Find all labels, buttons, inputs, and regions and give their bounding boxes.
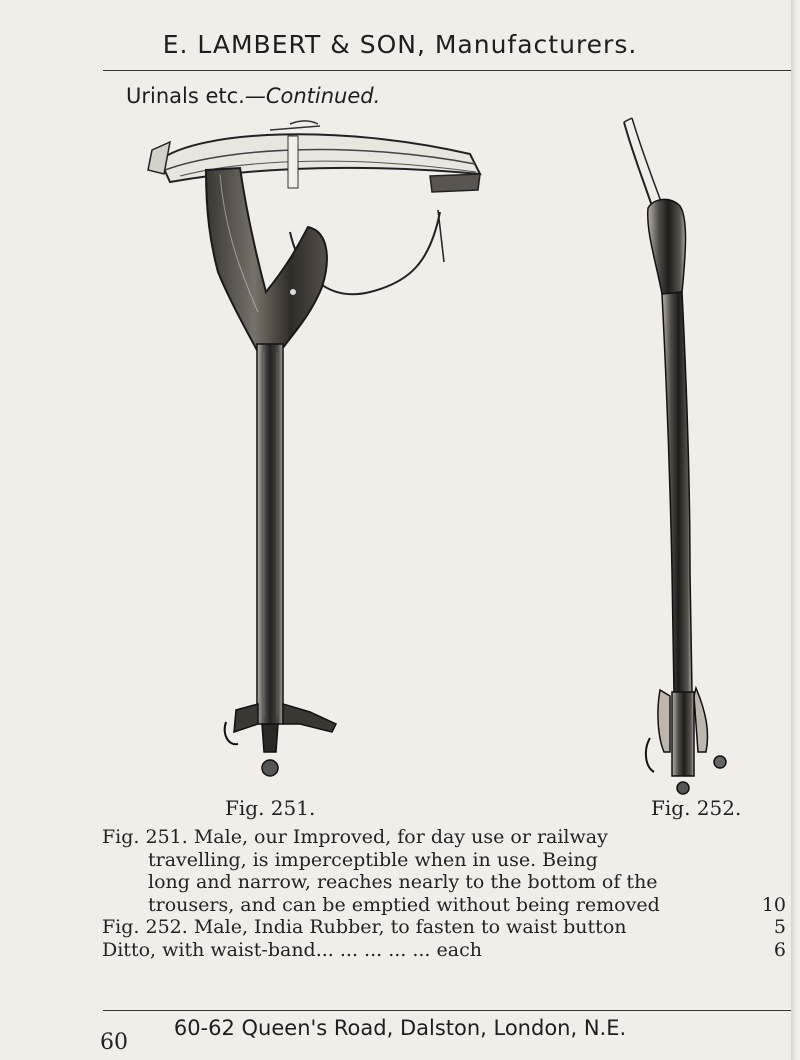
footer-address: 60-62 Queen's Road, Dalston, London, N.E. (173, 1016, 627, 1040)
description-text: trousers, and can be emptied without being removed (148, 893, 660, 916)
footer-rule (103, 1010, 791, 1011)
figure-252-caption: Fig. 252. (651, 796, 742, 820)
description-line (102, 894, 792, 917)
figure-252-illustration (610, 112, 750, 802)
product-description (102, 826, 792, 961)
price: 5 (773, 916, 786, 938)
description-line (102, 826, 792, 849)
description-text: long and narrow, reaches nearly to the bottom of the (148, 871, 658, 893)
description-line (102, 916, 792, 939)
price: 10 (761, 893, 786, 916)
description-text: Fig. 252. Male, India Rubber, to fasten to waist button (102, 916, 627, 938)
price: 6 (773, 938, 786, 961)
page-number: 60 (100, 1030, 128, 1055)
description-line (102, 849, 792, 872)
section-continued: —Continued. (244, 84, 381, 108)
page-edge (791, 0, 800, 1060)
figure-251-illustration (140, 112, 490, 792)
section-name: Urinals etc. (126, 84, 245, 108)
page-header: E. LAMBERT & SON, Manufacturers. (162, 30, 638, 59)
description-text: Fig. 251. Male, our Improved, for day use or railway (102, 826, 608, 848)
section-title (126, 84, 380, 108)
header-rule (103, 70, 791, 71)
figure-251-caption: Fig. 251. (225, 796, 316, 820)
description-line (102, 871, 792, 894)
description-text: Ditto, with waist-band... ... ... ... ... each (102, 938, 482, 961)
description-text: travelling, is imperceptible when in use. Being (148, 848, 598, 871)
description-line (102, 939, 792, 962)
